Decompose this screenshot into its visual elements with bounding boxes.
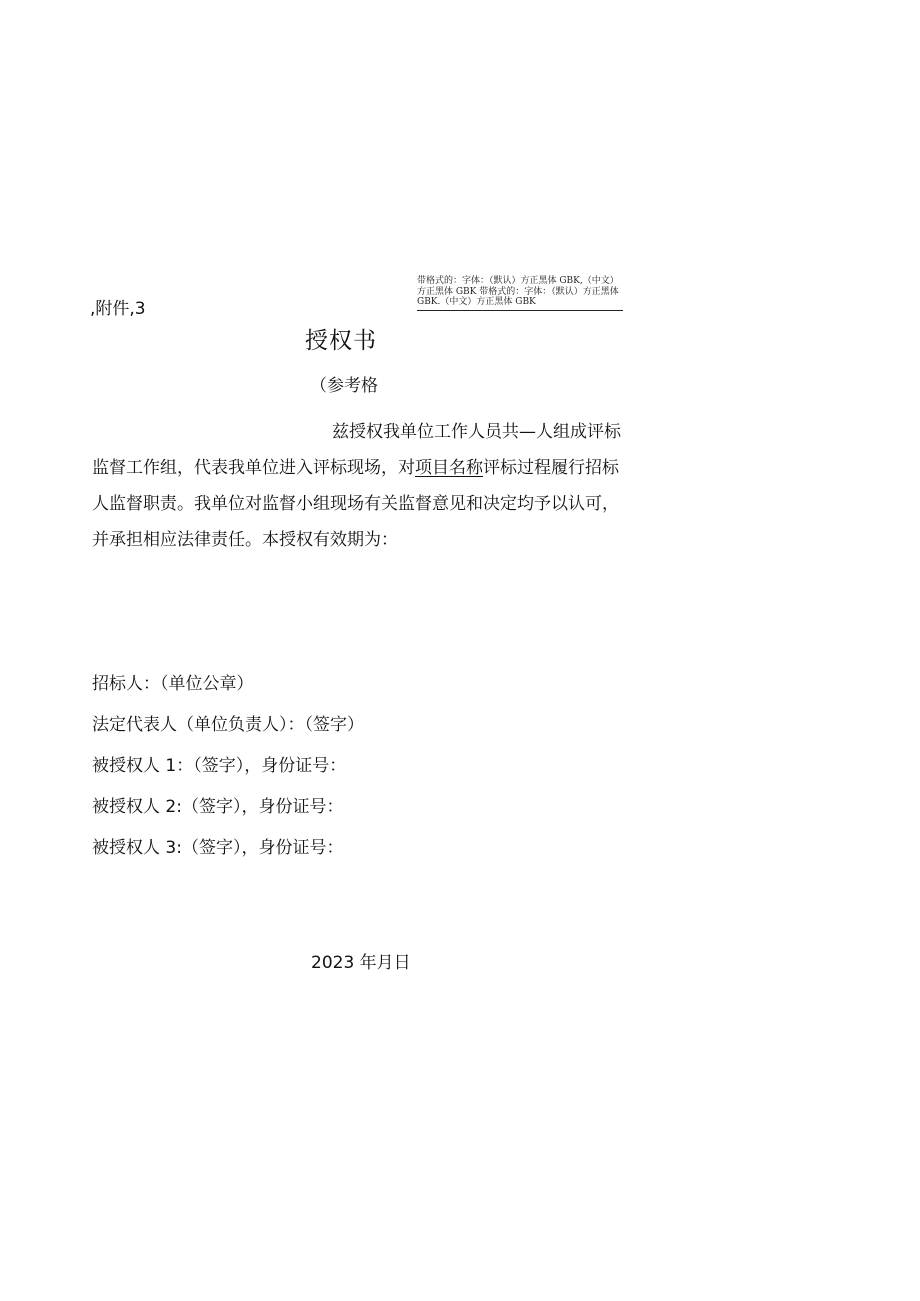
project-name-placeholder: 项目名称 <box>415 458 483 478</box>
authorized-person-1-line: 被授权人 1：（签字），身份证号： <box>92 756 347 776</box>
body-line-3: 人监督职责。我单位对监督小组现场有关监督意见和决定均予以认可， <box>92 494 619 514</box>
annex-label: ,附件,3 <box>90 299 146 319</box>
authorized-person-3-line: 被授权人 3:（签字），身份证号： <box>92 838 344 858</box>
body-line-2-end: 评标过程履行招标 <box>483 458 619 478</box>
body-line-4: 并承担相应法律责任。本授权有效期为： <box>92 530 398 550</box>
subtitle-clip <box>310 370 390 396</box>
tenderer-line: 招标人：（单位公章） <box>92 674 254 694</box>
revision-comment: 带格式的：字体：（默认）方正黑体 GBK,（中文）方正黑体 GBK 带格式的：字体：（默认）方正黑体 GBK.（中文）方正黑体 GBK <box>417 276 623 311</box>
document-subtitle: （参考格 <box>310 376 378 396</box>
authorization-body <box>92 414 632 558</box>
document-title: 授权书 <box>305 328 377 354</box>
authorized-person-2-line: 被授权人 2:（签字），身份证号： <box>92 797 344 817</box>
legal-representative-line: 法定代表人（单位负责人）：（签字） <box>92 715 364 735</box>
body-line-1: 兹授权我单位工作人员共—人组成评标 <box>332 422 621 442</box>
signature-block <box>92 670 364 875</box>
body-line-2 <box>92 450 632 486</box>
body-line-2-start: 监督工作组，代表我单位进入评标现场，对 <box>92 458 415 478</box>
date-line: 2023 年月日 <box>311 953 411 973</box>
